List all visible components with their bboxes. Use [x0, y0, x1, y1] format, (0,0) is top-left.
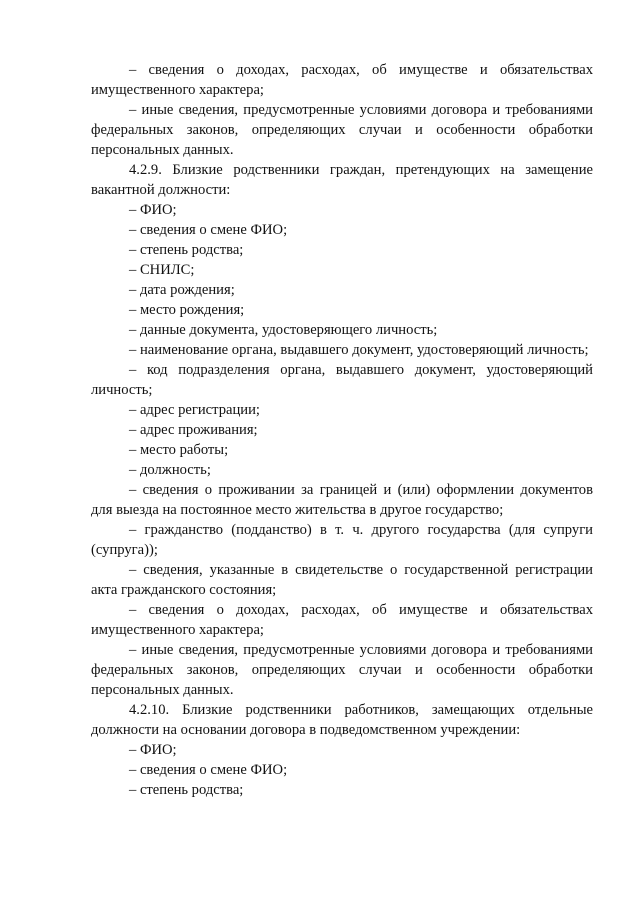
list-item: – дата рождения; — [129, 282, 235, 298]
list-item: – СНИЛС; — [129, 262, 195, 278]
list-item: – сведения, указанные в свидетельстве о государственной регистрации акта гражданского состояния; — [91, 562, 593, 598]
list-item: – сведения о проживании за границей и (или) оформлении документов для выезда на постоянное место жительства в другое государство; — [91, 482, 593, 518]
list-item: – код подразделения органа, выдавшего документ, удостоверяющий личность; — [91, 362, 593, 398]
list-item: – сведения о доходах, расходах, об имуществе и обязательствах имущественного характера; — [91, 602, 593, 638]
section-4-2-9-heading: 4.2.9. Близкие родственники граждан, претендующих на замещение вакантной должности: — [91, 162, 593, 198]
list-item: – сведения о смене ФИО; — [129, 222, 288, 238]
list-item: – степень родства; — [129, 242, 244, 258]
list-item: – иные сведения, предусмотренные условиями договора и требованиями федеральных законов, определяющих случаи и особенности обработки персональных данных. — [91, 642, 593, 698]
document-body — [91, 60, 593, 800]
list-item: – сведения о смене ФИО; — [129, 762, 288, 778]
list-item: – гражданство (подданство) в т. ч. другого государства (для супруги (супруга)); — [91, 522, 593, 558]
section-4-2-10-heading: 4.2.10. Близкие родственники работников, замещающих отдельные должности на основании договора в подведомственном учреждении: — [91, 702, 593, 738]
list-item: – наименование органа, выдавшего документ, удостоверяющий личность; — [129, 342, 589, 358]
list-item: – должность; — [129, 462, 211, 478]
list-item: – место рождения; — [129, 302, 245, 318]
list-item: – ФИО; — [129, 742, 177, 758]
list-item: – данные документа, удостоверяющего личность; — [129, 322, 438, 338]
list-item: – ФИО; — [129, 202, 177, 218]
list-item: – сведения о доходах, расходах, об имуществе и обязательствах имущественного характера; — [91, 62, 593, 98]
list-item: – адрес проживания; — [129, 422, 258, 438]
list-item: – степень родства; — [129, 782, 244, 798]
list-item: – адрес регистрации; — [129, 402, 260, 418]
list-item: – место работы; — [129, 442, 229, 458]
list-item: – иные сведения, предусмотренные условиями договора и требованиями федеральных законов, определяющих случаи и особенности обработки персональных данных. — [91, 102, 593, 158]
